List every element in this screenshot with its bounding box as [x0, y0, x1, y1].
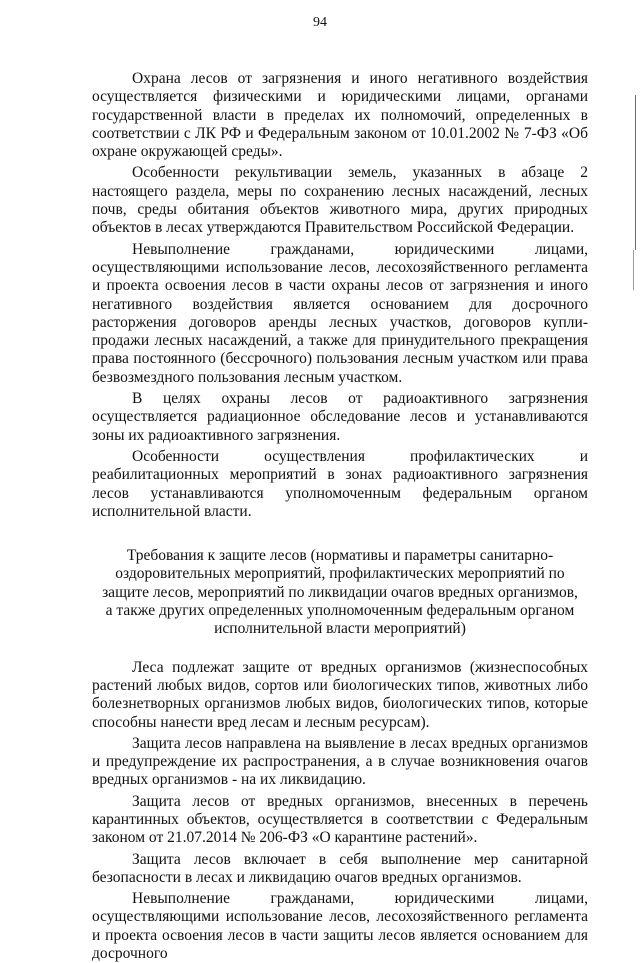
paragraph-detection-prevention: Защита лесов направлена на выявление в лесах вредных организмов и предупреждение их распространения, а в случае возникновения очагов вредных организмов - на их ликвидацию.	[92, 734, 588, 789]
page-number: 94	[313, 15, 327, 30]
paragraph-radioactive-survey: В целях охраны лесов от радиоактивного загрязнения осуществляется радиационное обследование лесов и устанавливаются зоны их радиоактивного загрязнения.	[92, 390, 588, 444]
paragraph-contract-termination-protection: Невыполнение гражданами, юридическими лицами, осуществляющими использование лесов, лесохозяйственного регламента и проекта освоения лесов в части охраны лесов от загрязнения и иного негативного воздействия является основанием для досрочного расторжения договоров аренды лесных участков, договоров купли-продажи лесных насаждений, а также для принудительного прекращения права постоянного (бессрочного) пользования лесным участком или права безвозмездного пользования лесным участком.	[92, 240, 588, 386]
paragraph-pollution-protection: Охрана лесов от загрязнения и иного негативного воздействия осуществляется физическими и юридическими лицами, органами государственной власти в пределах их полномочий, определенных в соответствии с ЛК РФ и Федеральным законом от 10.01.2002 № 7-ФЗ «Об охране окружающей среды».	[92, 70, 588, 161]
paragraph-quarantine: Защита лесов от вредных организмов, внесенных в перечень карантинных объектов, осуществляется в соответствии с Федеральным законом от 21.07.2014 № 206-ФЗ «О карантине растений».	[92, 792, 588, 847]
scan-edge-line-lower	[633, 250, 634, 290]
scan-edge-line	[635, 95, 636, 250]
section-heading: Требования к защите лесов (нормативы и параметры санитарно-оздоровительных мероприятий, профилактических мероприятий по защите лесов, мероприятий по ликвидации очагов вредных организмов, а также других определенных уполномоченным федеральным органом исполнительной власти мероприятий)	[102, 547, 578, 638]
paragraph-land-recultivation: Особенности рекультивации земель, указанных в абзаце 2 настоящего раздела, меры по сохранению лесных насаждений, лесных почв, среды обитания объектов животного мира, других природных объектов в лесах утверждаются Правительством Российской Федерации.	[92, 164, 588, 237]
paragraph-rehabilitation-measures: Особенности осуществления профилактических и реабилитационных мероприятий в зонах радиоактивного загрязнения лесов устанавливаются уполномоченным федеральным органом исполнительной власти.	[92, 447, 588, 520]
document-body	[92, 70, 588, 963]
paragraph-harmful-organisms: Леса подлежат защите от вредных организмов (жизнеспособных растений любых видов, сортов или биологических типов, животных либо болезнетворных организмов любых видов, биологических типов, которые способны нанести вред лесам и лесным ресурсам).	[92, 658, 588, 731]
paragraph-contract-termination-defense: Невыполнение гражданами, юридическими лицами, осуществляющими использование лесов, лесохозяйственного регламента и проекта освоения лесов в части защиты лесов является основанием для досрочного	[92, 890, 588, 963]
paragraph-sanitary-safety: Защита лесов включает в себя выполнение мер санитарной безопасности в лесах и ликвидацию очагов вредных организмов.	[92, 850, 588, 886]
